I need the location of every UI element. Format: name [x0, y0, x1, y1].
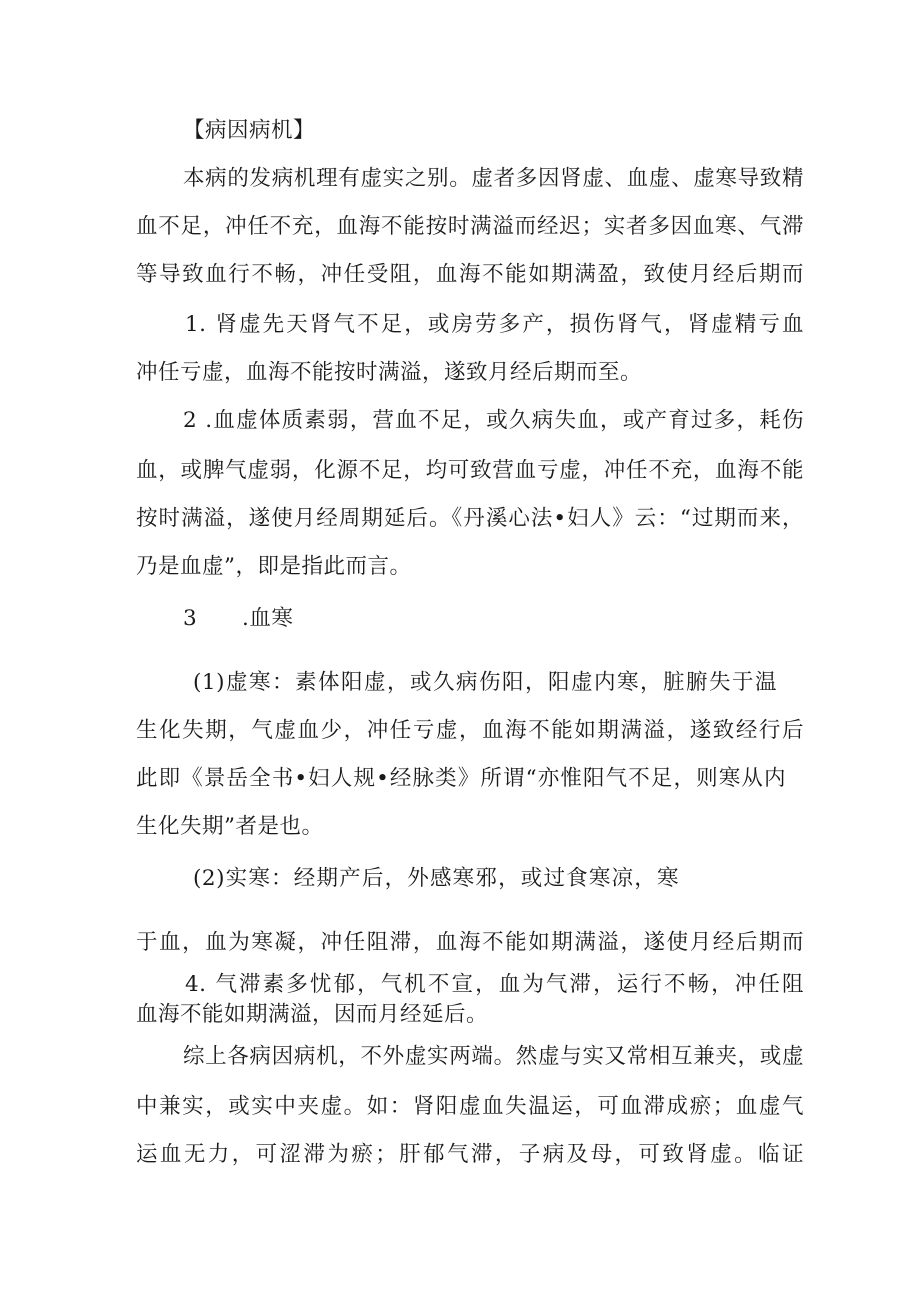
summary-line: 运血无力，可涩滞为瘀；肝郁气滞，子病及母，可致肾虚。临证 [136, 1142, 804, 1167]
blood-deficiency-line: 血，或脾气虚弱，化源不足，均可致营血亏虚，冲任不充，血海不能 [136, 458, 804, 483]
blood-deficiency-line: 2 .血虚体质素弱，营血不足，或久病失血，或产育过多，耗伤 [183, 408, 804, 433]
paragraph-mechanism-line: 血不足，冲任不充，血海不能按时满溢而经迟；实者多因血寒、气滞 [136, 214, 804, 239]
summary-line: 中兼实，或实中夹虚。如：肾阳虚血失温运，可血滞成瘀；血虚气 [136, 1094, 804, 1119]
excess-cold-line: (2)实寒：经期产后，外感寒邪，或过食寒凉，寒 [193, 866, 679, 891]
kidney-deficiency-line: 1. 肾虚先天肾气不足，或房劳多产，损伤肾气，肾虚精亏血 [185, 312, 804, 337]
item-number: 3 [183, 606, 198, 631]
qi-stagnation-line: 血海不能如期满溢，因而月经延后。 [136, 1002, 489, 1027]
summary-line: 综上各病因病机，不外虚实两端。然虚与实又常相互兼夹，或虚 [183, 1044, 804, 1069]
paragraph-mechanism-line: 本病的发病机理有虚实之别。虚者多因肾虚、血虚、虚寒导致精 [183, 166, 804, 191]
deficiency-cold-line: (1)虚寒：素体阳虚，或久病伤阳，阳虚内寒，脏腑失于温 [193, 670, 777, 695]
paragraph-mechanism-line: 等导致血行不畅，冲任受阻，血海不能如期满盈，致使月经后期而 [136, 262, 804, 287]
deficiency-cold-line: 生化失期，气虚血少，冲任亏虚，血海不能如期满溢，遂致经行后 [136, 718, 804, 743]
qi-stagnation-line: 4. 气滞素多忧郁，气机不宣，血为气滞，运行不畅，冲任阻 [185, 972, 804, 997]
kidney-deficiency-line: 冲任亏虚，血海不能按时满溢，遂致月经后期而至。 [136, 360, 643, 385]
blood-deficiency-line: 乃是血虚”，即是指此而言。 [136, 554, 412, 579]
section-heading: 【病因病机】 [183, 118, 316, 143]
item-title: .血寒 [242, 606, 294, 631]
deficiency-cold-line: 此即《景岳全书•妇人规•经脉类》所谓“亦惟阳气不足，则寒从内 [136, 766, 786, 791]
excess-cold-line: 于血，血为寒凝，冲任阻滞，血海不能如期满溢，遂使月经后期而 [136, 930, 804, 955]
deficiency-cold-line: 生化失期”者是也。 [136, 814, 324, 839]
blood-deficiency-line: 按时满溢，遂使月经周期延后。《丹溪心法•妇人》云：“过期而来， [136, 506, 804, 531]
